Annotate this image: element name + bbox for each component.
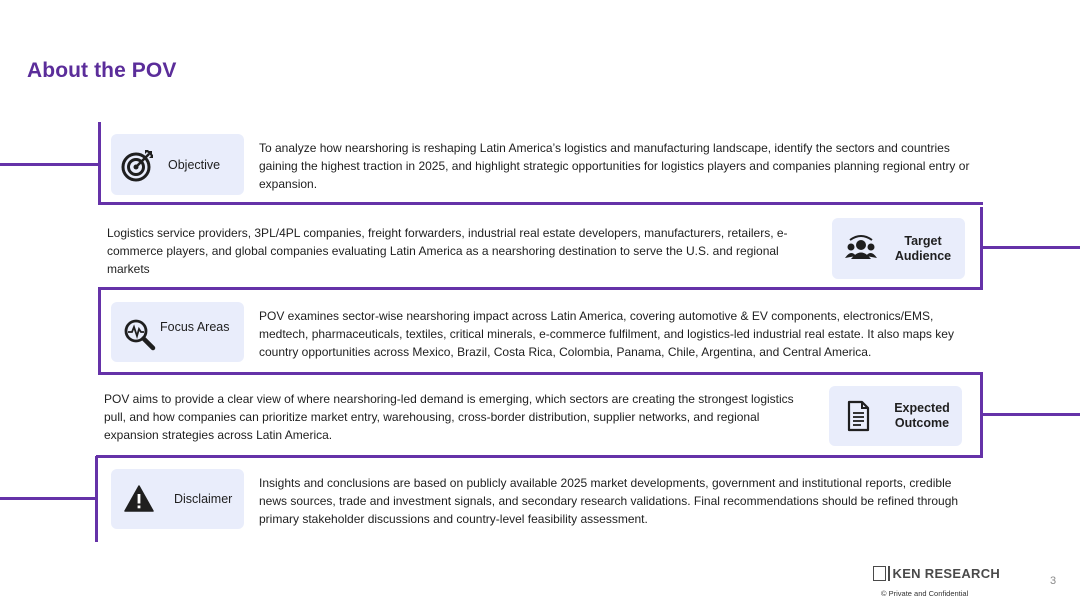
connector-line xyxy=(982,413,1080,416)
focus-areas-label: Focus Areas xyxy=(160,320,230,334)
connector-line xyxy=(0,497,97,500)
expected-outcome-text: POV aims to provide a clear view of where nearshoring-led demand is emerging, which sectors are creating the strongest logistics pull, and how companies can prioritize market entry, warehousing, cross-border distribution, supplier networks, and regional expansion strategies across Latin America. xyxy=(104,392,794,442)
expected-outcome-label-box xyxy=(829,386,962,446)
bracket-line xyxy=(95,456,98,542)
copyright-notice: © Private and Confidential xyxy=(881,589,969,598)
objective-label-box xyxy=(111,134,244,195)
bracket-line xyxy=(98,202,983,205)
connector-line xyxy=(982,246,1080,249)
target-audience-text: Logistics service providers, 3PL/4PL companies, freight forwarders, industrial real estate developers, manufacturers, retailers, e-commerce players, and global companies evaluating Latin America as a nearshoring destination to serve the U.S. and regional markets xyxy=(107,226,788,276)
bracket-line xyxy=(98,287,983,290)
logo-divider xyxy=(888,566,890,581)
warning-icon xyxy=(122,482,156,516)
audience-icon xyxy=(844,232,878,266)
magnifier-pulse-icon xyxy=(123,318,157,352)
bracket-line xyxy=(980,374,983,456)
connector-line xyxy=(0,163,99,166)
target-audience-label-box xyxy=(832,218,965,279)
focus-areas-label-box xyxy=(111,302,244,362)
logo-text: KEN RESEARCH xyxy=(892,566,1001,581)
objective-text: To analyze how nearshoring is reshaping Latin America’s logistics and manufacturing landscape, identify the sectors and countries gaining the highest traction in 2025, and highlight strategic opportunities for logistics players and companies planning regional entry or expansion. xyxy=(259,141,970,191)
objective-label: Objective xyxy=(168,157,221,172)
target-audience-label: Target Audience xyxy=(894,233,952,263)
document-icon xyxy=(841,399,875,433)
expected-outcome-label: Expected Outcome xyxy=(894,401,950,430)
bracket-line xyxy=(96,455,983,458)
page-number: 3 xyxy=(1050,575,1057,587)
logo-mark-icon xyxy=(873,566,886,581)
bracket-line xyxy=(98,288,101,373)
disclaimer-label: Disclaimer xyxy=(174,492,233,506)
target-icon xyxy=(121,148,155,182)
disclaimer-label-box xyxy=(111,469,244,529)
focus-areas-text: POV examines sector-wise nearshoring impact across Latin America, covering automotive & EV components, electronics/EMS, medtech, pharmaceuticals, textiles, critical minerals, e-commerce fulfilment, and logistics-led industrial real estate. It also maps key country opportunities across Mexico, Brazil, Costa Rica, Colombia, Panama, Chile, Argentina, and Central America. xyxy=(259,309,954,359)
page-title: About the POV xyxy=(27,59,177,82)
bracket-line xyxy=(98,122,101,204)
bracket-line xyxy=(980,207,983,289)
company-logo xyxy=(873,566,1000,581)
disclaimer-text: Insights and conclusions are based on publicly available 2025 market developments, government and institutional reports, credible news sources, trade and investment signals, and secondary research validations. Final recommendations should be refined through primary stakeholder discussions and country-level feasibility assessment. xyxy=(259,476,959,526)
bracket-line xyxy=(98,372,983,375)
